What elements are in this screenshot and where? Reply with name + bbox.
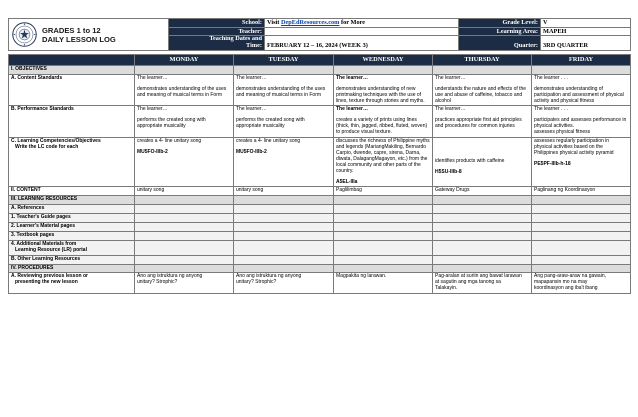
- school-prefix: Visit: [267, 19, 281, 26]
- learning-area-value: MAPEH: [541, 27, 631, 36]
- logo-title-cell: [9, 19, 169, 51]
- performance-standards-row: [9, 106, 631, 138]
- review-row: [9, 273, 631, 294]
- ps-thu-lead: The learner…: [435, 106, 466, 113]
- day-monday: MONDAY: [135, 55, 234, 66]
- ps-wed-text: creates a variety of prints using lines (thick, thin, jagged, ribbed, fluted, woven) to produce visual texture.: [336, 117, 428, 136]
- lc-wed: [334, 138, 433, 187]
- grade-level-value: V: [541, 19, 631, 28]
- ps-tue-lead: The learner…: [236, 106, 267, 113]
- ps-thu: [433, 106, 532, 138]
- objectives-heading: I. OBJECTIVES: [9, 65, 135, 74]
- ps-mon: [135, 106, 234, 138]
- review-fri-line-2: mapapansin mo na may: [534, 279, 588, 286]
- deped-seal-icon: [12, 22, 37, 47]
- lc-tue: [234, 138, 334, 187]
- objectives-row: [9, 65, 631, 74]
- review-tue: [234, 273, 334, 294]
- quarter-label: Quarter:: [459, 36, 541, 51]
- teaching-dates-label: [169, 36, 265, 51]
- additional-materials-label: [9, 240, 135, 255]
- corner-cell: [9, 55, 135, 66]
- references-label: A. References: [9, 205, 135, 214]
- content-wed: Paglilimbag: [334, 187, 433, 196]
- day-header-row: [9, 55, 631, 66]
- textbook-pages-row: [9, 231, 631, 240]
- cs-fri-lead: The learner . . .: [534, 74, 568, 81]
- review-mon-line-1: Ano ang istruktura ng anyong: [137, 273, 203, 280]
- learning-area-label: Learning Area:: [459, 27, 541, 36]
- ps-tue: [234, 106, 334, 138]
- day-wednesday: WEDNESDAY: [334, 55, 433, 66]
- ps-mon-lead: The learner…: [137, 106, 168, 113]
- lc-thu-code: H5SU-IIIb-8: [435, 168, 462, 175]
- teacher-value: [265, 27, 459, 36]
- cs-mon-lead: The learner…: [137, 74, 168, 81]
- lc-tue-code: MU5FO-IIIb-2: [236, 148, 267, 155]
- additional-line-2: Learning Resource (LR) portal: [15, 246, 87, 253]
- teaching-dates-value: FEBRUARY 12 – 16, 2024 (WEEK 3): [265, 36, 459, 51]
- competencies-row: [9, 138, 631, 187]
- day-friday: FRIDAY: [532, 55, 631, 66]
- cs-mon-text: demonstrates understanding of the uses and meaning of musical terms in Form: [137, 85, 227, 98]
- lesson-log-page: [8, 18, 630, 414]
- textbook-pages-label: 3. Textbook pages: [9, 231, 135, 240]
- header-table: [8, 18, 631, 51]
- school-label: School:: [169, 19, 265, 28]
- cs-thu-lead: The learner…: [435, 74, 466, 81]
- title-line-2: DAILY LESSON LOG: [42, 34, 116, 44]
- content-tue: unitary song: [234, 187, 334, 196]
- review-label-1: A. Reviewing previous lesson or: [11, 273, 88, 280]
- learners-material-row: [9, 223, 631, 232]
- document-title: [42, 26, 116, 44]
- content-standards-label: A. Content Standards: [9, 74, 135, 106]
- competencies-label: [9, 138, 135, 187]
- lc-fri-text: assesses regularly participation in physical activities based on the Philippines physical activity pyramid: [534, 138, 614, 156]
- cs-tue-text: demonstrates understanding of the uses and meaning of musical terms in Form: [236, 85, 326, 98]
- ps-thu-text: practices appropriate first aid principles and procedures for common injuries: [435, 117, 522, 130]
- lc-thu-text: identifies products with caffeine: [435, 158, 505, 165]
- review-label: [9, 273, 135, 294]
- lc-tue-text: creates a 4- line unitary song: [236, 138, 301, 145]
- review-thu: [433, 273, 532, 294]
- school-value: [265, 19, 459, 28]
- review-thu-line-2: at sagutin ang mga tanong sa: [435, 279, 501, 286]
- content-fri: Paglinang ng Koordinasyon: [532, 187, 631, 196]
- additional-line-1: 4. Additional Materials from: [11, 240, 77, 247]
- cs-tue: [234, 74, 334, 106]
- review-thu-line-3: Talakayin.: [435, 285, 458, 292]
- lc-mon: [135, 138, 234, 187]
- cs-thu-text: understands the nature and effects of the use and abuse of caffeine, tobacco and alcohol: [435, 85, 527, 104]
- content-thu: Gateway Drugs: [433, 187, 532, 196]
- content-row: [9, 187, 631, 196]
- review-fri-line-1: Ang pang-araw-araw na gawain,: [534, 273, 606, 280]
- learners-material-label: 2. Learner's Material pages: [9, 223, 135, 232]
- content-mon: unitary song: [135, 187, 234, 196]
- day-tuesday: TUESDAY: [234, 55, 334, 66]
- cs-wed-text: demonstrates understanding of new printmaking techniques with the use of lines, texture through stories and myths.: [336, 85, 425, 104]
- ps-wed-lead: The learner…: [336, 106, 368, 113]
- teacher-label: Teacher:: [169, 27, 265, 36]
- learning-resources-heading: III. LEARNING RESOURCES: [9, 196, 135, 205]
- cs-fri: [532, 74, 631, 106]
- teachers-guide-label: 1. Teacher's Guide pages: [9, 214, 135, 223]
- competencies-label-1: C. Learning Competencies/Objectives: [11, 138, 101, 145]
- lc-fri: [532, 138, 631, 187]
- other-resources-row: [9, 255, 631, 264]
- review-thu-line-1: Pag-aralan at suriin ang bawat larawan: [435, 273, 522, 280]
- learning-resources-row: [9, 196, 631, 205]
- grade-level-label: Grade Level:: [459, 19, 541, 28]
- review-wed: [334, 273, 433, 294]
- cs-thu: [433, 74, 532, 106]
- title-line-1: GRADES 1 to 12: [42, 25, 101, 35]
- lc-wed-text: discusses the richness of Philippine myths and legends (MariangMakiling, Bernardo Carpio, dwende, capre, sirena, Darna, diwata, DalagangMagayon, etc.) from the local community and other parts of the country.: [336, 138, 430, 174]
- deped-resources-link[interactable]: DepEdResources.com: [280, 19, 340, 26]
- review-fri-line-3: koordinasyon ang iba't ibang: [534, 285, 598, 292]
- review-mon-line-2: unitary? Strophic?: [137, 279, 178, 286]
- cs-mon: [135, 74, 234, 106]
- teachers-guide-row: [9, 214, 631, 223]
- review-tue-line-1: Ano ang istruktura ng anyong: [236, 273, 302, 280]
- lc-mon-text: creates a 4- line unitary song: [137, 138, 202, 145]
- other-resources-label: B. Other Learning Resources: [9, 255, 135, 264]
- lc-mon-code: MU5FO-IIIb-2: [137, 148, 168, 155]
- review-tue-line-2: unitary? Strophic?: [236, 279, 277, 286]
- lc-thu: [433, 138, 532, 187]
- content-label: II. CONTENT: [9, 187, 135, 196]
- lesson-grid: [8, 54, 631, 294]
- day-thursday: THURSDAY: [433, 55, 532, 66]
- cs-fri-text: demonstrates understanding of participation and assessment of physical activity and physical fitness: [534, 85, 624, 104]
- references-row: [9, 205, 631, 214]
- competencies-label-2: Write the LC code for each: [15, 143, 79, 150]
- ps-fri-text: participates and assesses performance in physical activities.: [534, 117, 627, 130]
- lc-fri-code: PE5PF-IIIb-h-18: [534, 160, 571, 167]
- review-mon: [135, 273, 234, 294]
- ps-fri: [532, 106, 631, 138]
- cs-wed: [334, 74, 433, 106]
- school-suffix: for More: [339, 19, 366, 26]
- cs-wed-lead: The learner…: [336, 74, 368, 81]
- ps-tue-text: performs the created song with appropriate musicality: [236, 117, 305, 130]
- dates-label-line-2: Time:: [246, 41, 262, 49]
- ps-wed: [334, 106, 433, 138]
- lc-wed-code: A5EL-IIIa: [336, 178, 358, 185]
- cs-tue-lead: The learner…: [236, 74, 267, 81]
- content-standards-row: [9, 74, 631, 106]
- review-wed-line-1: Magpakita ng larawan.: [336, 273, 387, 280]
- procedures-heading: IV. PROCEDURES: [9, 264, 135, 273]
- review-label-2: presenting the new lesson: [15, 279, 78, 286]
- ps-fri-lead: The learner . . .: [534, 106, 568, 113]
- additional-materials-row: [9, 240, 631, 255]
- procedures-row: [9, 264, 631, 273]
- dates-label-line-1: Teaching Dates and: [209, 35, 262, 43]
- performance-standards-label: B. Performance Standards: [9, 106, 135, 138]
- quarter-value: 3RD QUARTER: [541, 36, 631, 51]
- review-fri: [532, 273, 631, 294]
- ps-mon-text: performs the created song with appropriate musicality: [137, 117, 206, 130]
- ps-fri-text-2: assesses physical fitness: [534, 129, 591, 136]
